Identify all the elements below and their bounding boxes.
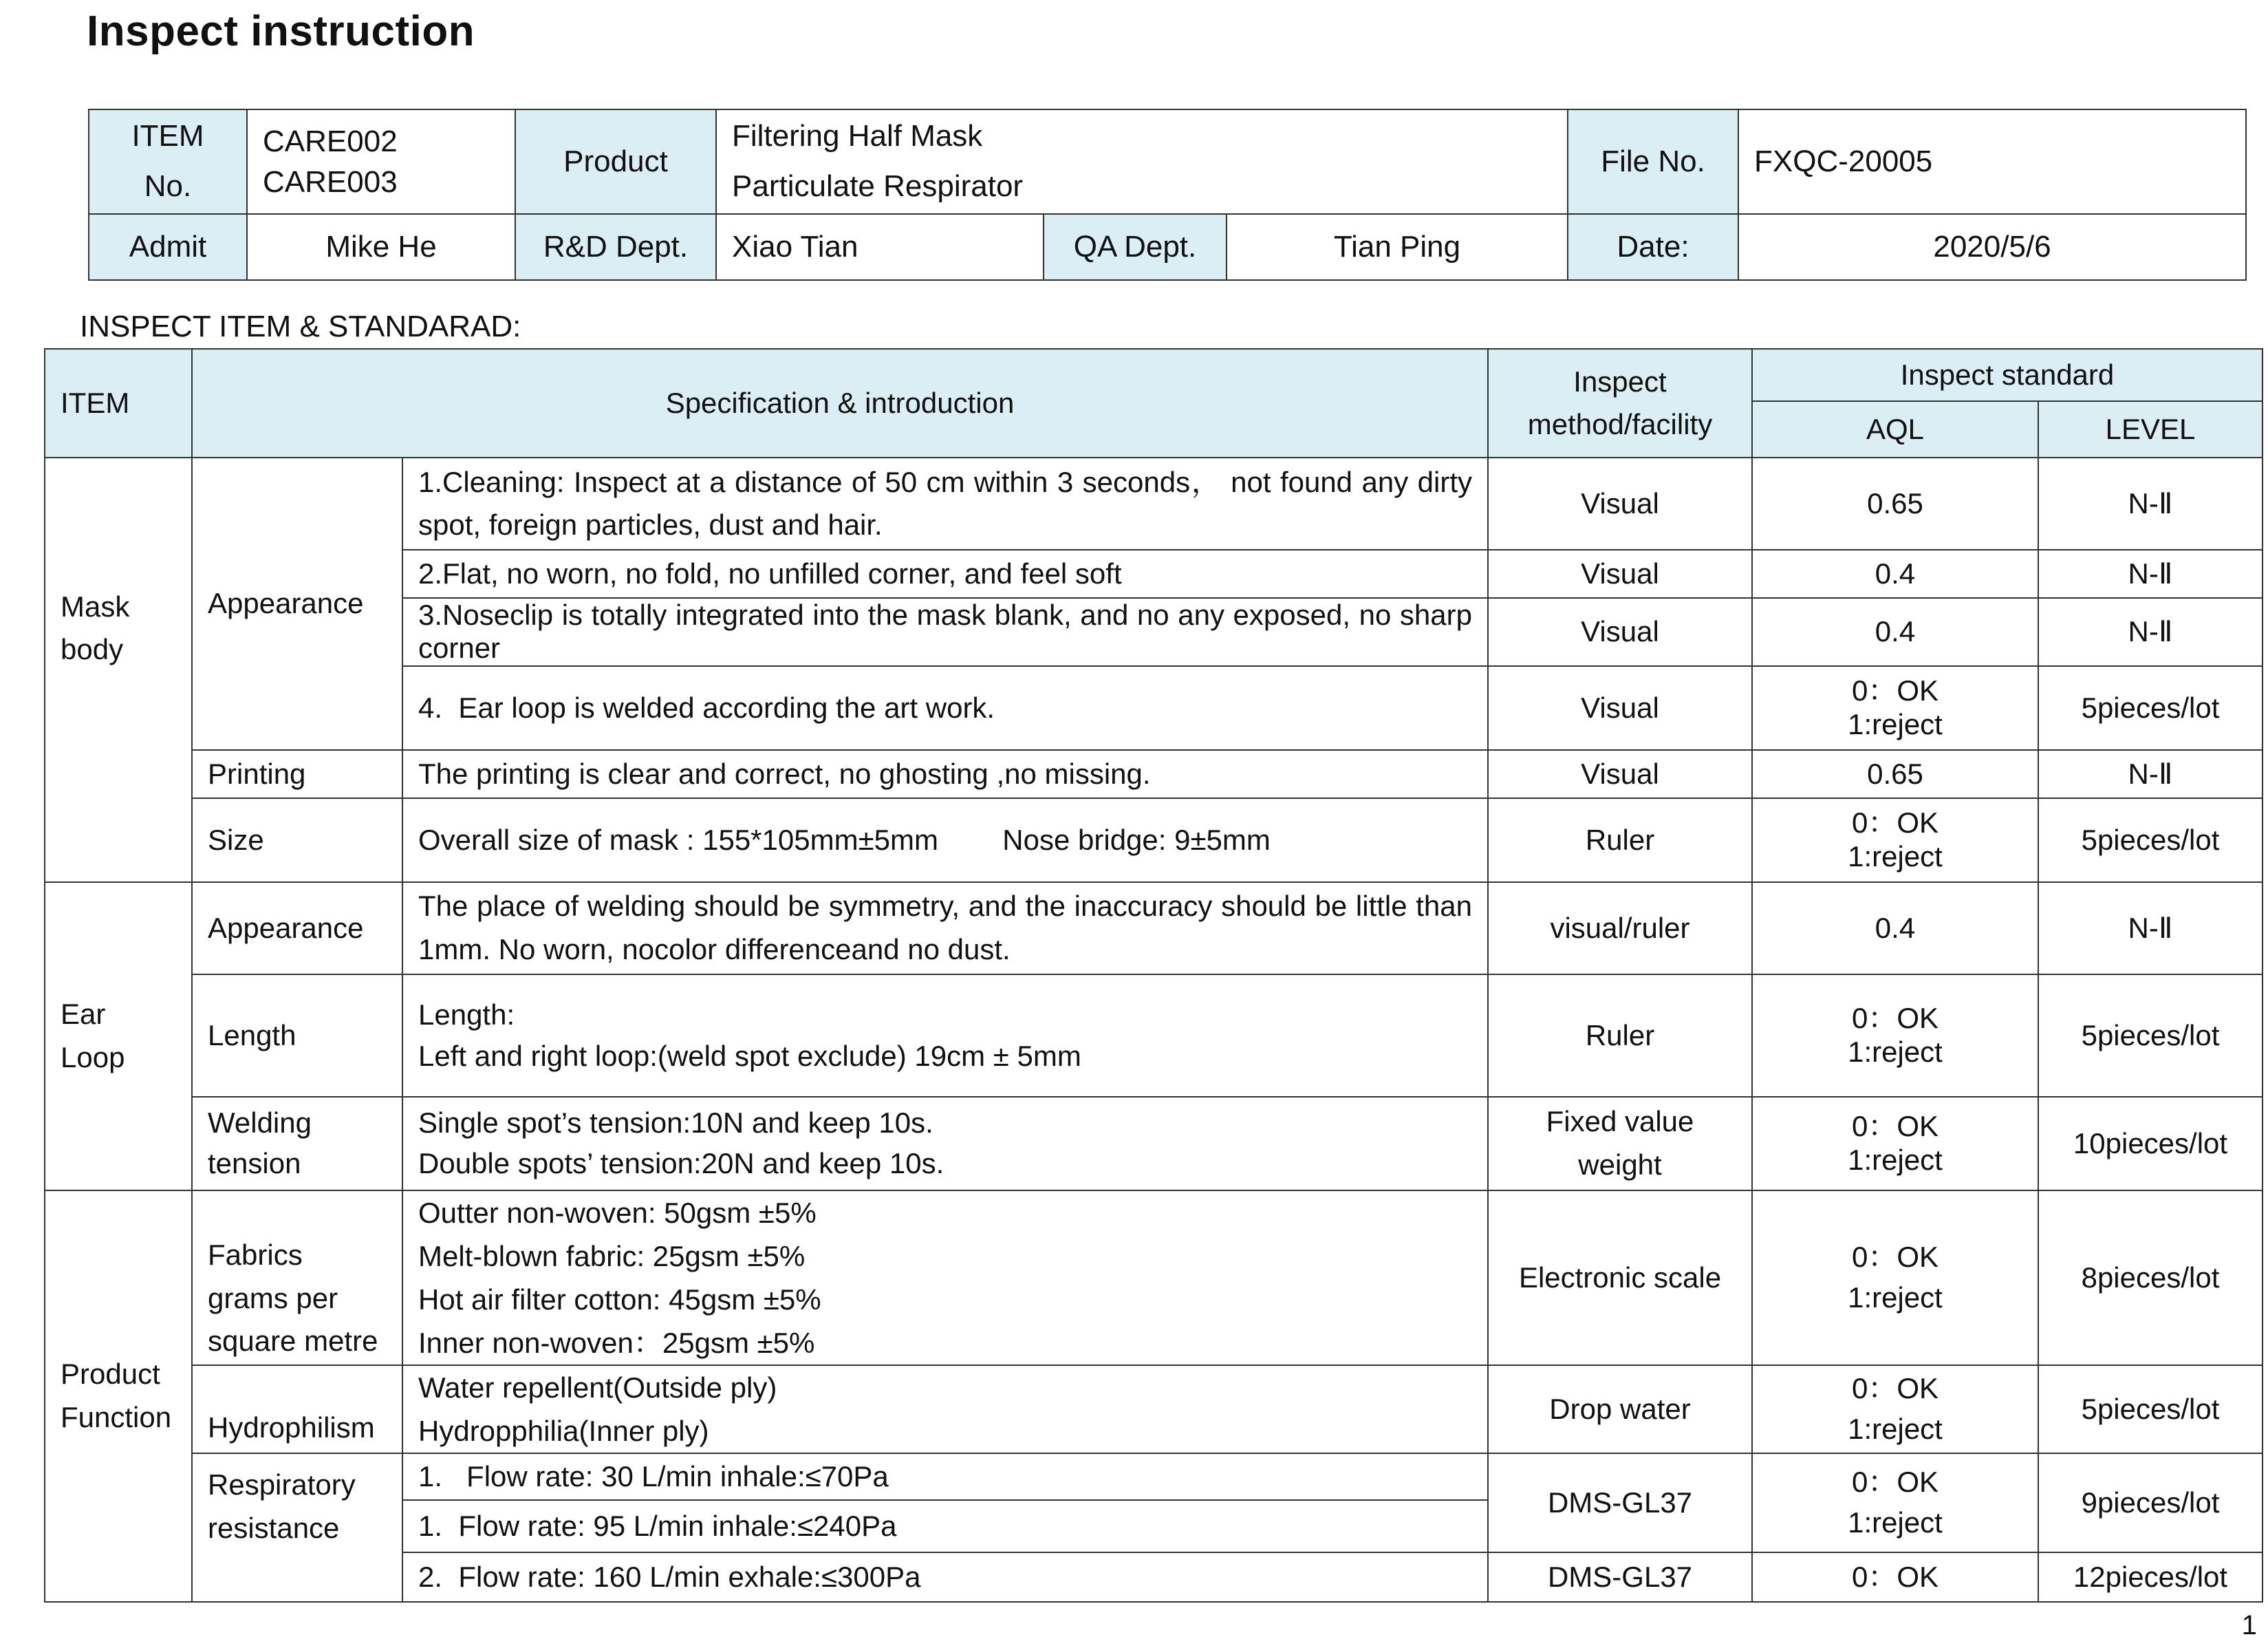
aql-row-9: 0：OK 1:reject <box>1752 1097 2038 1190</box>
aql-row-10: 0：OK 1:reject <box>1752 1190 2038 1365</box>
level-row-11: 5pieces/lot <box>2038 1365 2262 1453</box>
level-row-12: 9pieces/lot <box>2038 1453 2262 1552</box>
method-row-8: Ruler <box>1488 974 1752 1097</box>
level-row-4: 5pieces/lot <box>2038 666 2262 750</box>
aql-row-7: 0.4 <box>1752 882 2038 974</box>
subitem-respiratory: Respiratory resistance <box>192 1453 402 1602</box>
qa-dept-label: QA Dept. <box>1044 214 1227 280</box>
product-value: Filtering Half Mask Particulate Respirator <box>716 109 1568 214</box>
rd-dept-label: R&D Dept. <box>515 214 716 280</box>
aql-row-5: 0.65 <box>1752 750 2038 798</box>
spec-row-5: The printing is clear and correct, no ghosting ,no missing. <box>402 750 1488 798</box>
level-row-9: 10pieces/lot <box>2038 1097 2262 1190</box>
product-label: Product <box>515 109 716 214</box>
spec-row-13: 1. Flow rate: 95 L/min inhale:≤240Pa <box>402 1500 1488 1552</box>
level-row-8: 5pieces/lot <box>2038 974 2262 1097</box>
group-ear-loop: Ear Loop <box>45 882 192 1190</box>
method-row-6: Ruler <box>1488 798 1752 882</box>
group-mask-body: Mask body <box>45 458 192 882</box>
subitem-size: Size <box>192 798 402 882</box>
aql-row-2: 0.4 <box>1752 550 2038 598</box>
method-row-12: DMS-GL37 <box>1488 1453 1752 1552</box>
qa-dept-value: Tian Ping <box>1227 214 1568 280</box>
level-row-2: N-Ⅱ <box>2038 550 2262 598</box>
spec-row-11: Water repellent(Outside ply) Hydropphilia(Inner ply) <box>402 1365 1488 1453</box>
method-row-10: Electronic scale <box>1488 1190 1752 1365</box>
subitem-ear-appearance: Appearance <box>192 882 402 974</box>
header-item: ITEM <box>45 349 192 458</box>
spec-row-14: 2. Flow rate: 160 L/min exhale:≤300Pa <box>402 1552 1488 1602</box>
aql-row-4: 0：OK 1:reject <box>1752 666 2038 750</box>
subitem-appearance: Appearance <box>192 458 402 750</box>
method-row-4: Visual <box>1488 666 1752 750</box>
header-spec: Specification & introduction <box>192 349 1488 458</box>
aql-row-8: 0：OK 1:reject <box>1752 974 2038 1097</box>
method-row-7: visual/ruler <box>1488 882 1752 974</box>
level-row-5: N-Ⅱ <box>2038 750 2262 798</box>
section-label: INSPECT ITEM & STANDARAD: <box>80 310 521 343</box>
subitem-fabrics: Fabrics grams per square metre <box>192 1190 402 1365</box>
level-row-6: 5pieces/lot <box>2038 798 2262 882</box>
item-no-value: CARE002 CARE003 <box>247 109 515 214</box>
spec-row-8: Length: Left and right loop:(weld spot exclude) 19cm ± 5mm <box>402 974 1488 1097</box>
aql-row-6: 0：OK 1:reject <box>1752 798 2038 882</box>
spec-row-9: Single spot’s tension:10N and keep 10s. Double spots’ tension:20N and keep 10s. <box>402 1097 1488 1190</box>
admit-value: Mike He <box>247 214 515 280</box>
spec-row-7: The place of welding should be symmetry, and the inaccuracy should be little than 1mm. No worn, nocolor differenceand no dust. <box>402 882 1488 974</box>
method-row-1: Visual <box>1488 458 1752 550</box>
spec-row-1: 1.Cleaning: Inspect at a distance of 50 cm within 3 seconds， not found any dirty spot, foreign particles, dust and hair. <box>402 458 1488 550</box>
admit-label: Admit <box>89 214 247 280</box>
method-row-14: DMS-GL37 <box>1488 1552 1752 1602</box>
info-table <box>88 109 2247 281</box>
subitem-length: Length <box>192 974 402 1097</box>
spec-row-10: Outter non-woven: 50gsm ±5% Melt-blown fabric: 25gsm ±5% Hot air filter cotton: 45gsm ±5% Inner non-woven：25gsm ±5% <box>402 1190 1488 1365</box>
method-row-2: Visual <box>1488 550 1752 598</box>
rd-dept-value: Xiao Tian <box>716 214 1044 280</box>
date-label: Date: <box>1568 214 1738 280</box>
level-row-1: N-Ⅱ <box>2038 458 2262 550</box>
file-no-value: FXQC-20005 <box>1738 109 2246 214</box>
header-aql: AQL <box>1752 401 2038 458</box>
aql-row-1: 0.65 <box>1752 458 2038 550</box>
level-row-10: 8pieces/lot <box>2038 1190 2262 1365</box>
subitem-printing: Printing <box>192 750 402 798</box>
spec-row-4: 4. Ear loop is welded according the art work. <box>402 666 1488 750</box>
level-row-3: N-Ⅱ <box>2038 598 2262 666</box>
subitem-hydrophilism: Hydrophilism <box>192 1365 402 1453</box>
item-no-label: ITEM No. <box>89 109 247 214</box>
method-row-11: Drop water <box>1488 1365 1752 1453</box>
subitem-welding: Welding tension <box>192 1097 402 1190</box>
header-standard: Inspect standard <box>1752 349 2262 401</box>
spec-row-12: 1. Flow rate: 30 L/min inhale:≤70Pa <box>402 1453 1488 1500</box>
date-value: 2020/5/6 <box>1738 214 2246 280</box>
aql-row-12: 0：OK 1:reject <box>1752 1453 2038 1552</box>
header-level: LEVEL <box>2038 401 2262 458</box>
page-number: 1 <box>2241 1610 2257 1640</box>
document-title: Inspect instruction <box>87 8 475 55</box>
header-method: Inspect method/facility <box>1488 349 1752 458</box>
level-row-7: N-Ⅱ <box>2038 882 2262 974</box>
method-row-5: Visual <box>1488 750 1752 798</box>
aql-row-11: 0：OK 1:reject <box>1752 1365 2038 1453</box>
inspect-table <box>44 348 2263 1603</box>
spec-row-6: Overall size of mask : 155*105mm±5mm Nose bridge: 9±5mm <box>402 798 1488 882</box>
spec-row-2: 2.Flat, no worn, no fold, no unfilled corner, and feel soft <box>402 550 1488 598</box>
group-product-function: Product Function <box>45 1190 192 1602</box>
aql-row-3: 0.4 <box>1752 598 2038 666</box>
method-row-3: Visual <box>1488 598 1752 666</box>
spec-row-3: 3.Noseclip is totally integrated into the mask blank, and no any exposed, no sharp corner <box>402 598 1488 666</box>
method-row-9: Fixed value weight <box>1488 1097 1752 1190</box>
file-no-label: File No. <box>1568 109 1738 214</box>
level-row-14: 12pieces/lot <box>2038 1552 2262 1602</box>
aql-row-14: 0：OK <box>1752 1552 2038 1602</box>
